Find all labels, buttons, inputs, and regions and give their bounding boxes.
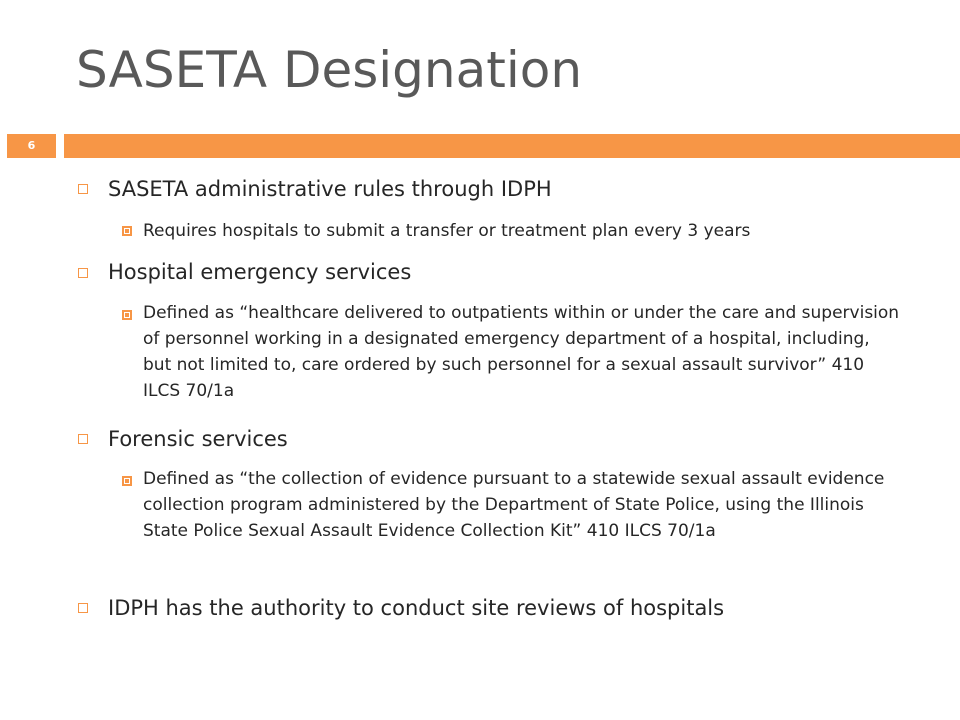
bullet-item: SASETA administrative rules through IDPH (108, 177, 552, 201)
sub-bullet-item: Defined as “the collection of evidence pursuant to a statewide sexual assault evidence collection program administered by the Department of State Police, using the Illinois State Police Sexual Assault Evidence Collection Kit” 410 ILCS 70/1a (143, 469, 885, 541)
hollow-square-bullet-icon (78, 603, 88, 613)
bullet-item: Hospital emergency services (108, 260, 412, 284)
sub-bullet-item: Requires hospitals to submit a transfer or treatment plan every 3 years (143, 221, 751, 241)
bullet-item: Forensic services (108, 427, 288, 451)
square-bullet-icon (122, 310, 132, 320)
hollow-square-bullet-icon (78, 434, 88, 444)
hollow-square-bullet-icon (78, 268, 88, 278)
sub-bullet-item: Defined as “healthcare delivered to outpatients within or under the care and supervision of personnel working in a designated emergency department of a hospital, including, but not limited to, care ordered by such personnel for a sexual assault survivor” 410 ILCS 70/1a (143, 303, 900, 401)
accent-bar (64, 134, 960, 158)
slide-number: 6 (27, 139, 36, 152)
slide-title: SASETA Designation (76, 41, 583, 99)
square-bullet-icon (122, 476, 132, 486)
hollow-square-bullet-icon (78, 184, 88, 194)
square-bullet-icon (122, 226, 132, 236)
slide-number-badge (0, 134, 56, 158)
bullet-item: IDPH has the authority to conduct site reviews of hospitals (108, 596, 725, 620)
